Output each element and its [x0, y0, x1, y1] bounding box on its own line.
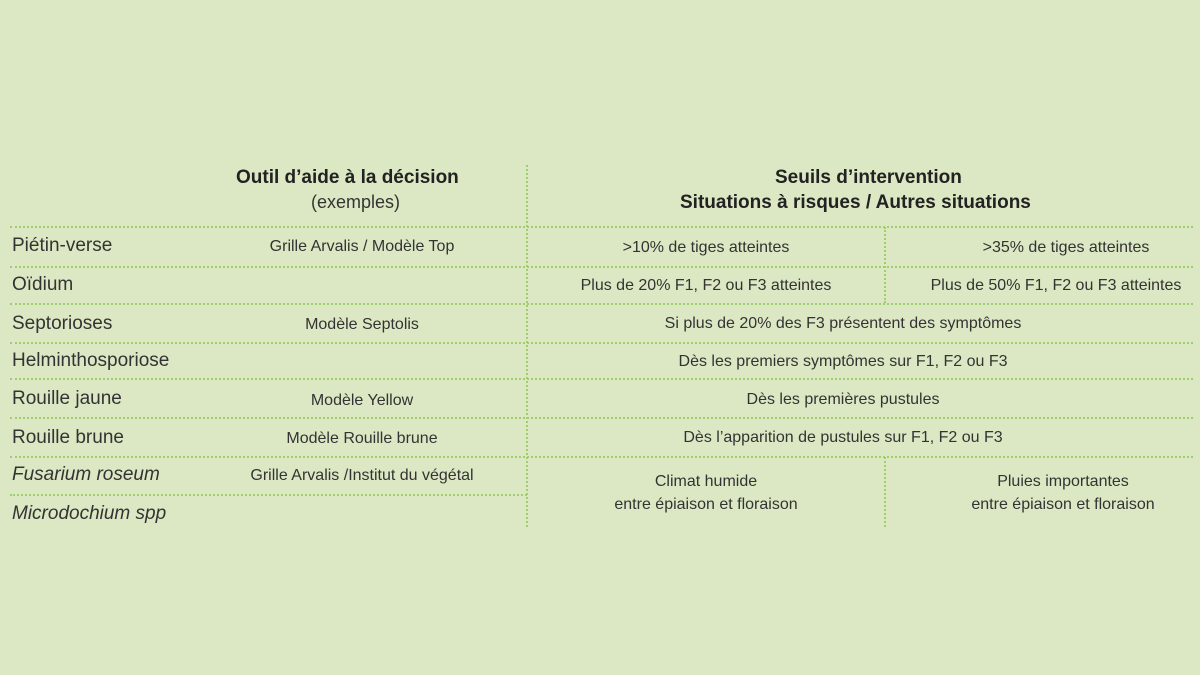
pest-name: Rouille brune	[12, 427, 124, 448]
tool-cell: Grille Arvalis /Institut du végétal	[250, 467, 474, 484]
row-divider	[10, 342, 1193, 344]
tool-column-subtitle: (exemples)	[311, 192, 401, 212]
risk-threshold-line: Climat humide	[654, 473, 758, 490]
risk-threshold-cell: Plus de 20% F1, F2 ou F3 atteintes	[580, 277, 832, 294]
pest-name: Fusarium roseum	[12, 464, 160, 485]
merged-threshold-cell: Dès les premiers symptômes sur F1, F2 ou F3	[678, 353, 1008, 370]
tool-cell: Modèle Septolis	[305, 316, 419, 333]
risk-threshold-cell: >10% de tiges atteintes	[622, 239, 790, 256]
row-divider	[10, 456, 1193, 458]
row-divider	[10, 417, 1193, 419]
tool-cell: Modèle Rouille brune	[286, 430, 438, 447]
pest-name: Piétin-verse	[12, 235, 113, 256]
row-divider	[10, 378, 1193, 380]
column-divider	[884, 227, 886, 303]
other-threshold-cell: >35% de tiges atteintes	[982, 239, 1150, 256]
row-divider	[10, 266, 1193, 268]
pest-name: Microdochium spp	[12, 503, 167, 524]
other-threshold-line: Pluies importantes	[997, 473, 1129, 490]
tool-column-title: Outil d’aide à la décision	[236, 167, 459, 188]
pest-name: Septorioses	[12, 313, 113, 334]
tool-cell: Grille Arvalis / Modèle Top	[269, 238, 455, 255]
pest-name: Rouille jaune	[12, 388, 122, 409]
merged-threshold-cell: Dès l’apparition de pustules sur F1, F2 ou F3	[683, 429, 1003, 446]
merged-threshold-cell: Si plus de 20% des F3 présentent des symptômes	[664, 315, 1022, 332]
row-divider	[10, 226, 1193, 228]
column-divider	[526, 165, 528, 527]
merged-threshold-cell: Dès les premières pustules	[746, 391, 940, 408]
row-divider	[10, 303, 1193, 305]
pest-name: Oïdium	[12, 274, 74, 295]
pest-name: Helminthosporiose	[12, 350, 170, 371]
risk-threshold-line: entre épiaison et floraison	[614, 496, 798, 513]
other-threshold-cell: Plus de 50% F1, F2 ou F3 atteintes	[930, 277, 1182, 294]
row-divider	[10, 494, 527, 496]
threshold-column-title: Seuils d’intervention	[775, 167, 962, 188]
tool-cell: Modèle Yellow	[310, 392, 414, 409]
column-divider	[884, 457, 886, 527]
other-threshold-line: entre épiaison et floraison	[971, 496, 1155, 513]
threshold-column-subtitle: Situations à risques / Autres situations	[680, 192, 1031, 213]
